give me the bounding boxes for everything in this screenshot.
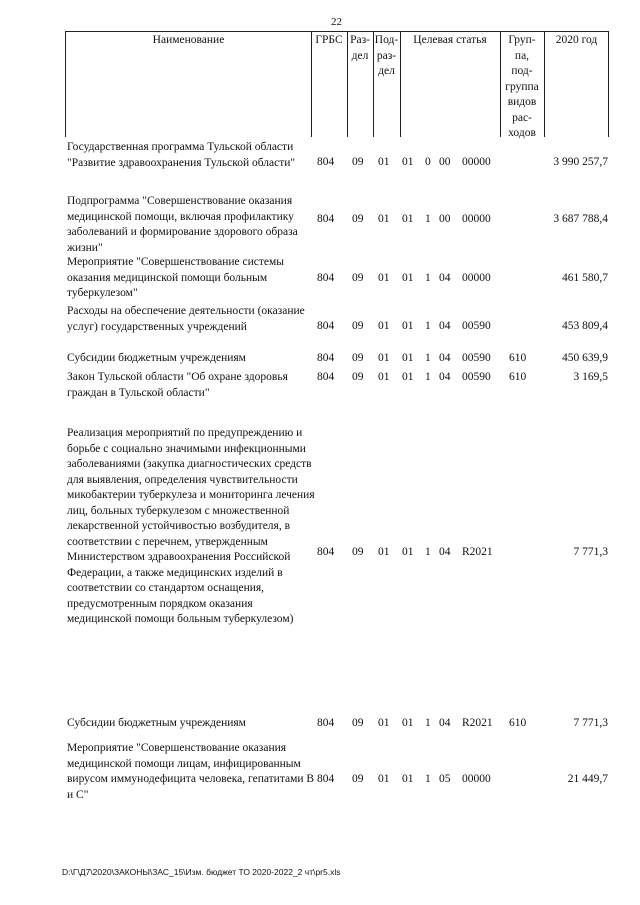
header-podrazdel: Под- раз- дел <box>374 34 399 77</box>
row-pr: 01 <box>378 546 390 558</box>
row-rz: 09 <box>352 546 364 558</box>
row-pr: 01 <box>378 320 390 332</box>
row-grbs: 804 <box>317 773 335 785</box>
row-t2: 1 <box>425 371 431 383</box>
row-rz: 09 <box>352 352 364 364</box>
header-year: 2020 год <box>555 34 598 46</box>
row-rz: 09 <box>352 371 364 383</box>
row-t4: 00590 <box>462 371 491 383</box>
row-amount: 7 771,3 <box>573 546 608 558</box>
row-pr: 01 <box>378 371 390 383</box>
row-rz: 09 <box>352 320 364 332</box>
row-name: Субсидии бюджетным учреждениям <box>67 352 246 364</box>
row-rz: 09 <box>352 213 364 225</box>
row-t3: 04 <box>439 371 451 383</box>
row-name: Реализация мероприятий по предупреждению и борьбе с социально значимыми инфекционными заболеваниями (закупка диагностических средств для выявления, определения чувствительности микобактерии туберкулеза и мониторинга лечения лиц, больных туберкулезом с множественной лекарственной устойчивостью возбудителя, в соответствии с перечнем, утвержденным Министерством здравоохранения Российской Федерации, а также медицинских изделий в соответствии со стандартом оснащения, предусмотренным порядком оказания медицинской помощи больным туберкулезом) <box>67 427 315 625</box>
row-grbs: 804 <box>317 320 335 332</box>
row-vr: 610 <box>509 717 527 729</box>
row-amount: 450 639,9 <box>562 352 608 364</box>
row-grbs: 804 <box>317 717 335 729</box>
row-t4: 00000 <box>462 272 491 284</box>
row-vr: 610 <box>509 352 527 364</box>
row-pr: 01 <box>378 213 390 225</box>
row-t2: 0 <box>425 156 431 168</box>
row-t3: 00 <box>439 213 451 225</box>
row-t1: 01 <box>402 717 414 729</box>
row-name: Подпрограмма "Совершенствование оказания медицинской помощи, включая профилактику заболеваний и формирование здорового образа жизни" <box>67 195 298 254</box>
row-t2: 1 <box>425 213 431 225</box>
row-t1: 01 <box>402 320 414 332</box>
row-t1: 01 <box>402 352 414 364</box>
row-t1: 01 <box>402 371 414 383</box>
row-t3: 04 <box>439 320 451 332</box>
header-group: Груп- па, под- группа видов рас- ходов <box>505 34 539 139</box>
header-name: Наименование <box>152 34 225 46</box>
row-rz: 09 <box>352 272 364 284</box>
row-t4: 00000 <box>462 156 491 168</box>
row-grbs: 804 <box>317 272 335 284</box>
page-number: 22 <box>331 16 342 28</box>
row-t3: 00 <box>439 156 451 168</box>
row-pr: 01 <box>378 272 390 284</box>
row-t4: R2021 <box>462 717 493 729</box>
row-t4: R2021 <box>462 546 493 558</box>
row-name: Государственная программа Тульской области "Развитие здравоохранения Тульской области" <box>67 141 296 169</box>
row-name: Мероприятие "Совершенствование оказания медицинской помощи лицам, инфицированным вирусом иммунодефицита человека, гепатитами В и С" <box>67 742 315 801</box>
row-t2: 1 <box>425 773 431 785</box>
row-name: Субсидии бюджетным учреждениям <box>67 717 246 729</box>
row-t2: 1 <box>425 272 431 284</box>
row-amount: 3 990 257,7 <box>553 156 608 168</box>
row-pr: 01 <box>378 773 390 785</box>
row-t3: 05 <box>439 773 451 785</box>
row-grbs: 804 <box>317 352 335 364</box>
row-t2: 1 <box>425 352 431 364</box>
row-t1: 01 <box>402 213 414 225</box>
row-amount: 7 771,3 <box>573 717 608 729</box>
row-t1: 01 <box>402 272 414 284</box>
row-t2: 1 <box>425 717 431 729</box>
row-name: Закон Тульской области "Об охране здоровья граждан в Тульской области" <box>67 371 288 399</box>
row-t1: 01 <box>402 156 414 168</box>
header-grbs: ГРБС <box>315 34 343 46</box>
row-t3: 04 <box>439 717 451 729</box>
row-rz: 09 <box>352 773 364 785</box>
header-razdel: Раз- дел <box>350 34 370 62</box>
row-t3: 04 <box>439 272 451 284</box>
row-amount: 461 580,7 <box>562 272 608 284</box>
row-amount: 453 809,4 <box>562 320 608 332</box>
row-t4: 00590 <box>462 352 491 364</box>
row-t2: 1 <box>425 320 431 332</box>
row-grbs: 804 <box>317 156 335 168</box>
row-pr: 01 <box>378 352 390 364</box>
row-rz: 09 <box>352 156 364 168</box>
row-amount: 21 449,7 <box>567 773 608 785</box>
row-grbs: 804 <box>317 213 335 225</box>
row-t3: 04 <box>439 352 451 364</box>
row-pr: 01 <box>378 717 390 729</box>
row-t4: 00000 <box>462 213 491 225</box>
row-grbs: 804 <box>317 371 335 383</box>
row-amount: 3 687 788,4 <box>553 213 608 225</box>
row-t1: 01 <box>402 773 414 785</box>
row-rz: 09 <box>352 717 364 729</box>
row-t1: 01 <box>402 546 414 558</box>
row-t4: 00590 <box>462 320 491 332</box>
row-t3: 04 <box>439 546 451 558</box>
file-path-footer: D:\Г\Д7\2020\ЗАКОНЫ\ЗАС_15\Изм. бюджет ТО 2020-2022_2 чт\pr5.xls <box>62 867 341 877</box>
row-grbs: 804 <box>317 546 335 558</box>
row-amount: 3 169,5 <box>573 371 608 383</box>
row-name: Расходы на обеспечение деятельности (оказание услуг) государственных учреждений <box>67 305 305 333</box>
row-t4: 00000 <box>462 773 491 785</box>
row-t2: 1 <box>425 546 431 558</box>
row-pr: 01 <box>378 156 390 168</box>
header-target: Целевая статья <box>413 34 487 46</box>
row-name: Мероприятие "Совершенствование системы оказания медицинской помощи больным туберкулезом" <box>67 256 285 299</box>
row-vr: 610 <box>509 371 527 383</box>
